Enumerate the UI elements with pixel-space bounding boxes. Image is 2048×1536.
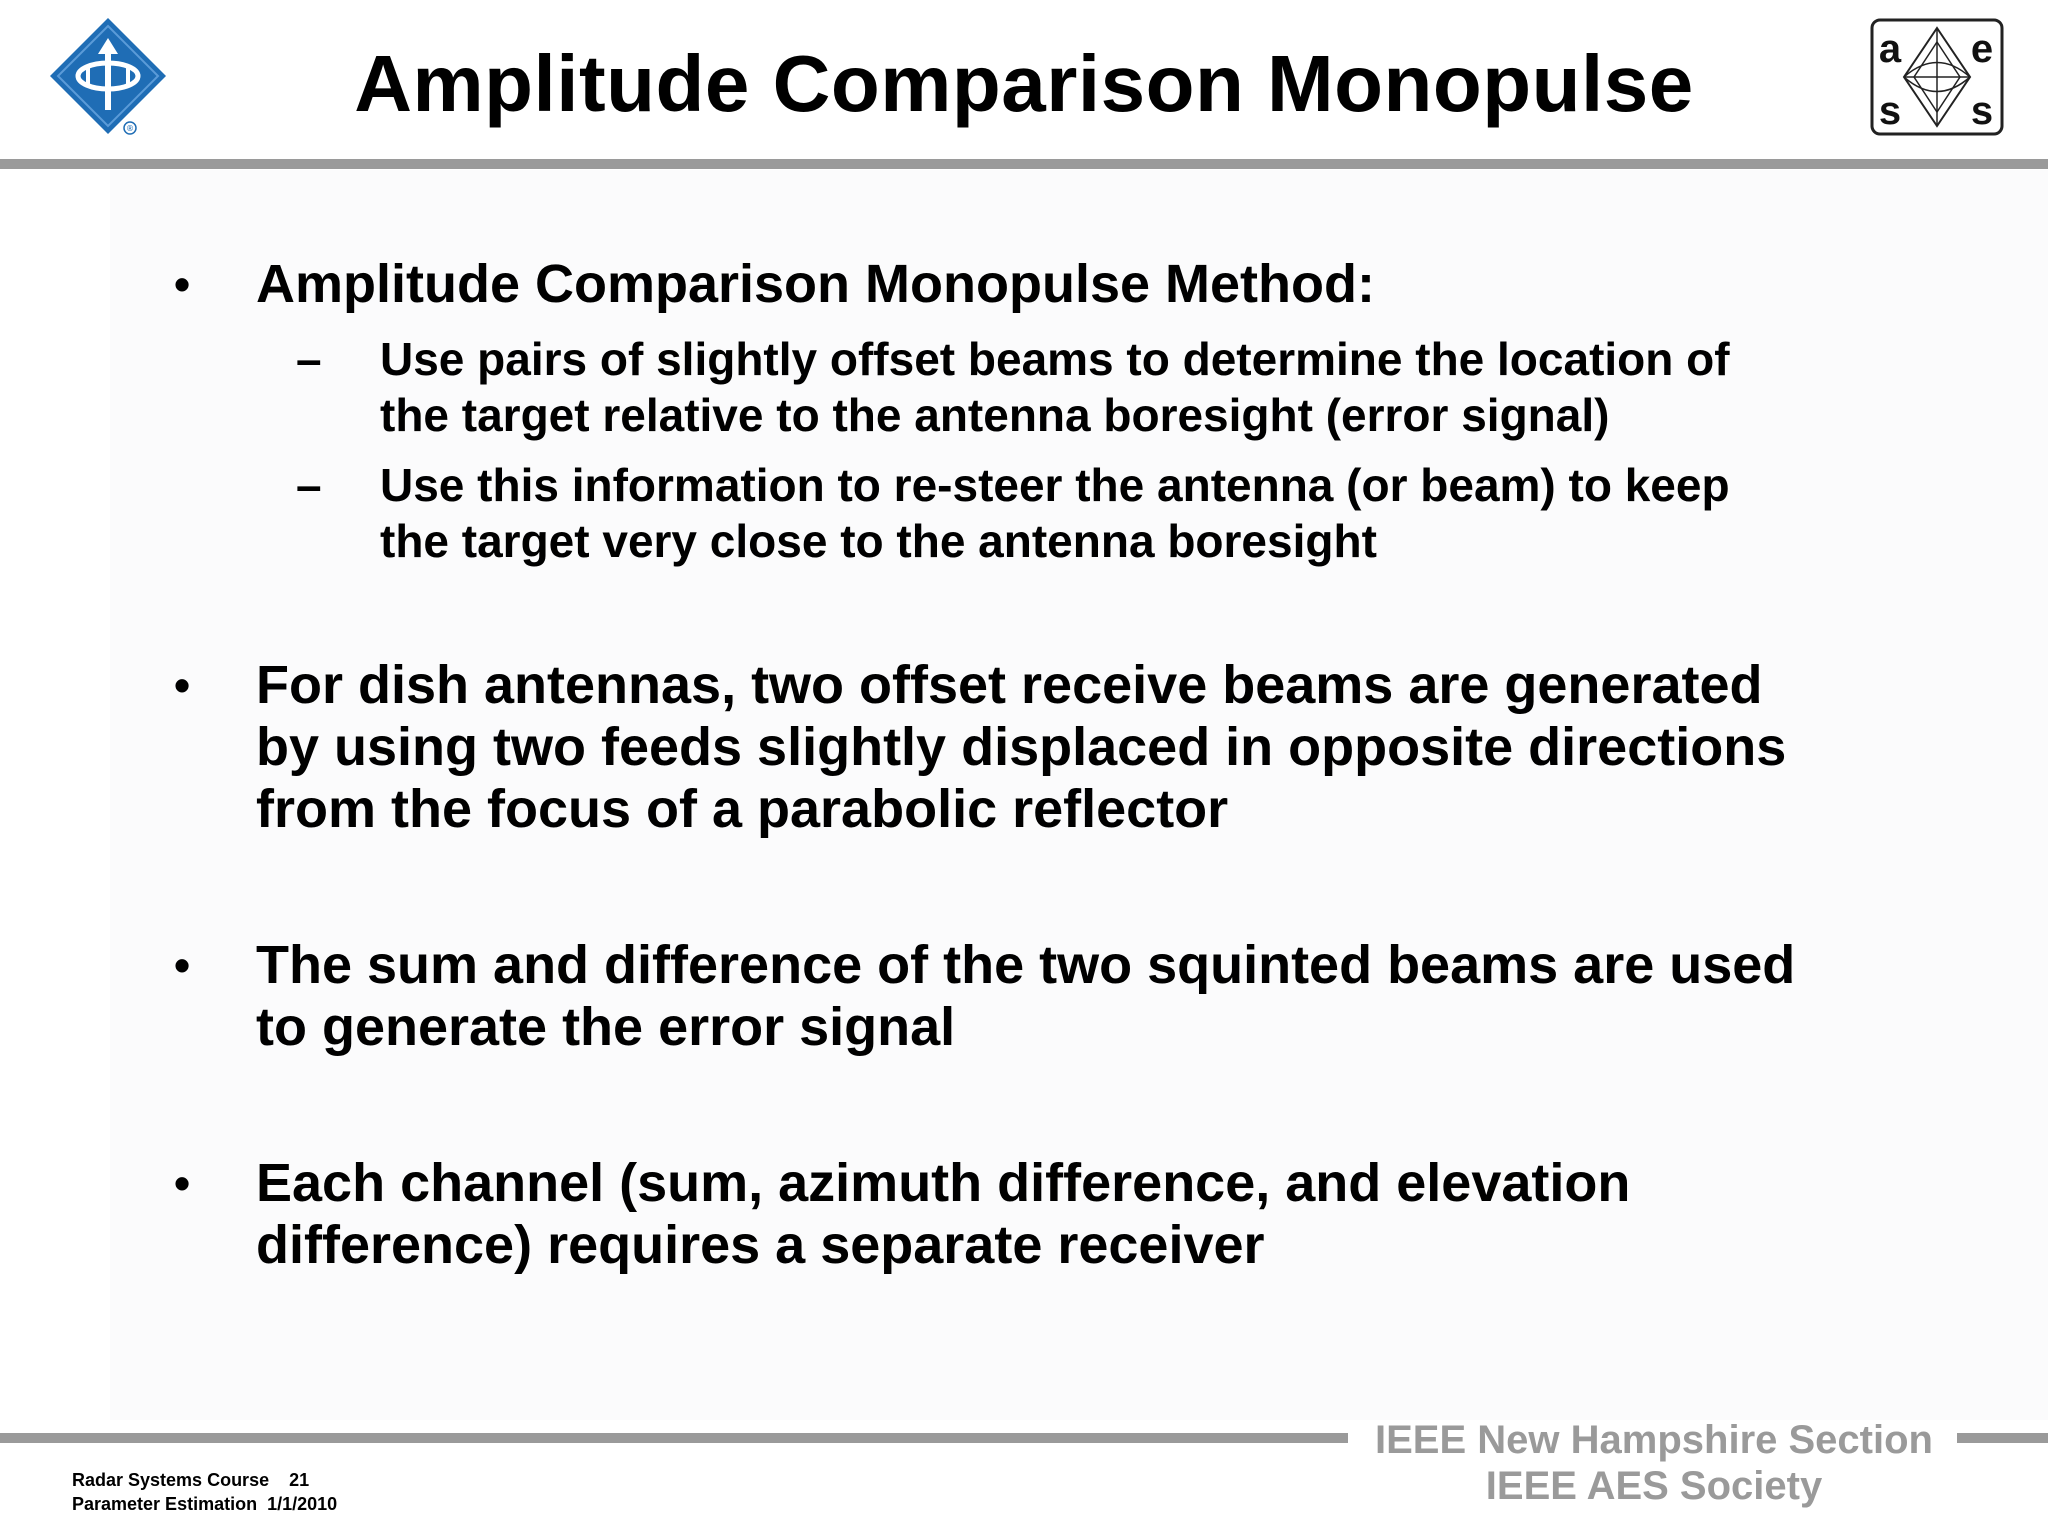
bullet-marker: • <box>174 659 191 711</box>
sub-bullet-text: Use this information to re-steer the antenna (or beam) to keep the target very close to the antenna boresight <box>380 459 1730 567</box>
footer-org-section: IEEE New Hampshire Section <box>1375 1418 1933 1462</box>
slide-title: Amplitude Comparison Monopulse <box>354 39 1694 128</box>
bullet-marker: • <box>174 1157 191 1209</box>
footer-rule-right <box>1957 1433 2048 1443</box>
aes-letter-s-right: s <box>1970 89 1994 133</box>
footer-line-course <box>72 1468 337 1492</box>
bullet-marker: • <box>174 939 191 991</box>
sub-bullet-text: Use pairs of slightly offset beams to determine the location of the target relative to the antenna boresight (error signal) <box>380 333 1730 441</box>
footer-date: 1/1/2010 <box>267 1494 338 1514</box>
bullet-text: The sum and difference of the two squinted beams are used to generate the error signal <box>256 935 1796 1057</box>
sub-bullet-marker: – <box>296 459 322 511</box>
trademark-symbol: ® <box>126 124 134 133</box>
footer-line-topic <box>72 1492 337 1516</box>
sub-bullet-marker: – <box>296 333 322 385</box>
footer-course: Radar Systems Course <box>72 1470 270 1490</box>
bullet-marker: • <box>174 258 191 310</box>
footer-org-society: IEEE AES Society <box>1485 1464 1823 1508</box>
aes-letter-s-left: s <box>1878 89 1902 133</box>
aes-letter-e: e <box>1970 27 1994 71</box>
bullet-text: Each channel (sum, azimuth difference, and elevation difference) requires a separate receiver <box>256 1153 1631 1275</box>
footer-rule-left <box>0 1433 1348 1443</box>
footer-course-info <box>72 1468 337 1516</box>
footer-page-number: 21 <box>289 1470 310 1490</box>
footer-topic: Parameter Estimation <box>72 1494 258 1514</box>
bullet-text: Amplitude Comparison Monopulse Method: <box>256 254 1375 314</box>
bullet-text: For dish antennas, two offset receive beams are generated by using two feeds slightly displaced in opposite directions from the focus of a parabolic reflector <box>256 655 1787 839</box>
aes-letter-a: a <box>1878 27 1902 71</box>
